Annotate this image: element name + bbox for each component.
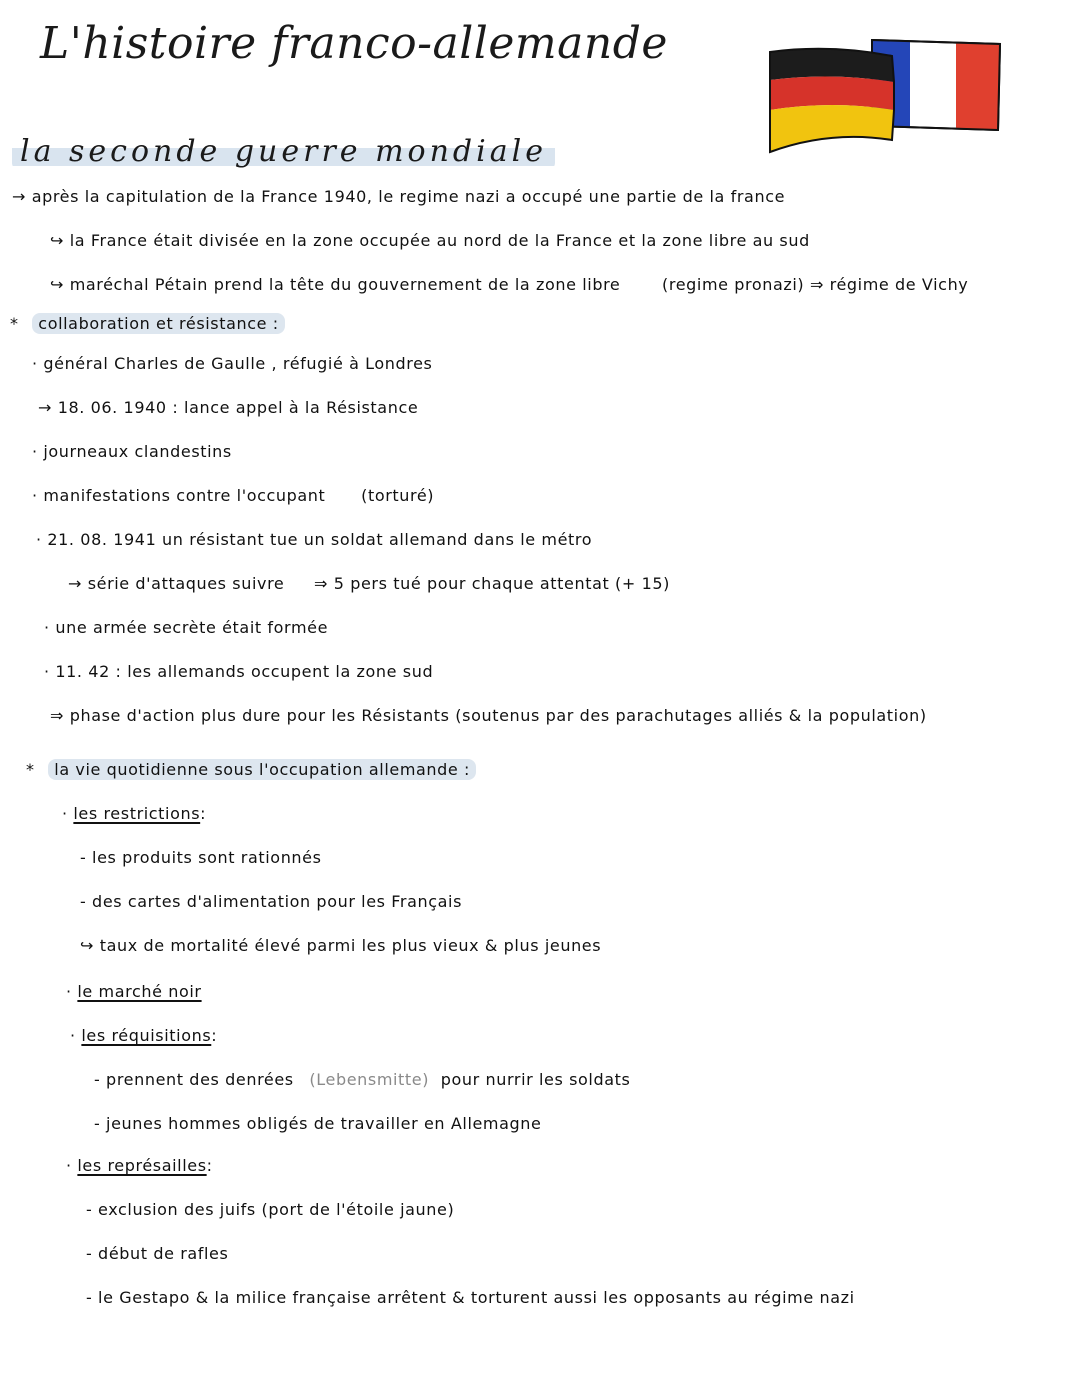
- restrictions-line-3: ↪ taux de mortalité élevé parmi les plus vieux & plus jeunes: [80, 936, 602, 955]
- requisitions-heading: · les réquisitions:: [70, 1026, 218, 1045]
- requisitions-line-1: [94, 1070, 630, 1089]
- collab-line-8: · 11. 42 : les allemands occupent la zone sud: [44, 662, 434, 681]
- restrictions-heading: · les restrictions:: [62, 804, 207, 823]
- asterisk-bullet: *: [26, 760, 35, 779]
- restrictions-heading-text: les restrictions: [73, 804, 201, 823]
- intro-line-3-extra: (regime pronazi) ⇒ régime de Vichy: [662, 275, 969, 294]
- collab-line-2: → 18. 06. 1940 : lance appel à la Résistance: [38, 398, 419, 417]
- requisitions-heading-text: les réquisitions: [81, 1026, 212, 1045]
- requisitions-line-1-a: - prennent des denrées: [94, 1070, 294, 1089]
- collab-line-6-extra: ⇒ 5 pers tué pour chaque attentat (+ 15): [314, 574, 670, 593]
- intro-line-3: [50, 275, 968, 294]
- flags-illustration: [760, 30, 1010, 165]
- collab-heading: [10, 314, 285, 333]
- collab-heading-text: collaboration et résistance :: [32, 313, 284, 334]
- reprisals-heading: · les représailles:: [66, 1156, 213, 1175]
- black-market-heading: · le marché noir: [66, 982, 202, 1001]
- collab-line-5: · 21. 08. 1941 un résistant tue un soldat allemand dans le métro: [36, 530, 593, 549]
- intro-line-1: → après la capitulation de la France 1940, le regime nazi a occupé une partie de la france: [12, 187, 786, 206]
- daily-heading: [26, 760, 476, 779]
- collab-line-4-extra: (torturé): [361, 486, 435, 505]
- black-market-text: le marché noir: [77, 982, 202, 1001]
- collab-line-1: · général Charles de Gaulle , réfugié à Londres: [32, 354, 433, 373]
- german-flag-icon: [770, 49, 894, 152]
- collab-line-6: [68, 574, 670, 593]
- collab-line-7: · une armée secrète était formée: [44, 618, 329, 637]
- requisitions-line-1-b: pour nurrir les soldats: [440, 1070, 631, 1089]
- restrictions-line-2: - des cartes d'alimentation pour les Français: [80, 892, 463, 911]
- intro-line-2: ↪ la France était divisée en la zone occupée au nord de la France et la zone libre au sud: [50, 231, 810, 250]
- section-title: la seconde guerre mondiale: [12, 134, 555, 169]
- intro-line-3-main: ↪ maréchal Pétain prend la tête du gouvernement de la zone libre: [50, 275, 621, 294]
- requisitions-line-2: - jeunes hommes obligés de travailler en Allemagne: [94, 1114, 542, 1133]
- collab-line-4: [32, 486, 434, 505]
- restrictions-line-1: - les produits sont rationnés: [80, 848, 322, 867]
- collab-line-4-main: · manifestations contre l'occupant: [32, 486, 326, 505]
- asterisk-bullet: *: [10, 314, 19, 333]
- collab-line-6-main: → série d'attaques suivre: [68, 574, 285, 593]
- collab-line-3: · journeaux clandestins: [32, 442, 232, 461]
- reprisals-line-2: - début de rafles: [86, 1244, 229, 1263]
- page-title: L'histoire franco-allemande: [40, 18, 668, 69]
- reprisals-heading-text: les représailles: [77, 1156, 207, 1175]
- daily-heading-text: la vie quotidienne sous l'occupation allemande :: [48, 759, 476, 780]
- reprisals-line-1: - exclusion des juifs (port de l'étoile jaune): [86, 1200, 455, 1219]
- collab-line-9: ⇒ phase d'action plus dure pour les Résistants (soutenus par des parachutages alliés & la population): [50, 706, 927, 725]
- reprisals-line-3: - le Gestapo & la milice française arrêtent & torturent aussi les opposants au régime nazi: [86, 1288, 855, 1307]
- requisitions-line-1-gray: (Lebensmitte): [309, 1070, 430, 1089]
